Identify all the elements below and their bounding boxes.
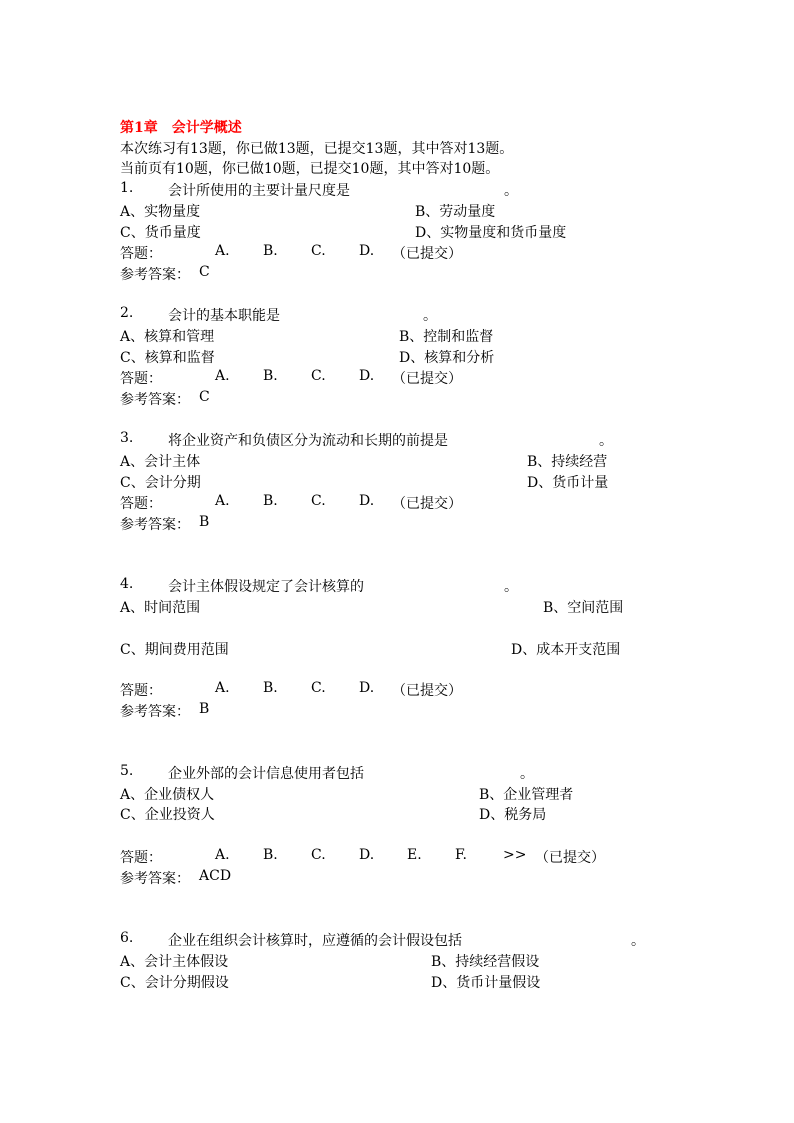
answer-label: 答题： bbox=[120, 371, 162, 387]
reference-label: 参考答案： bbox=[120, 392, 190, 408]
reference-label: 参考答案： bbox=[120, 517, 190, 533]
choice-d[interactable]: D. bbox=[359, 847, 375, 863]
question-stem: 会计的基本职能是 bbox=[168, 308, 280, 324]
submitted-status: （已提交） bbox=[392, 246, 462, 262]
reference-answer: B bbox=[199, 514, 210, 530]
option-d[interactable]: D、成本开支范围 bbox=[511, 642, 621, 658]
question-stem: 将企业资产和负债区分为流动和长期的前提是 bbox=[168, 433, 448, 449]
question-end: 。 bbox=[599, 433, 613, 449]
choice-c[interactable]: C. bbox=[311, 493, 326, 509]
submitted-status: （已提交） bbox=[392, 683, 462, 699]
option-b[interactable]: B、空间范围 bbox=[543, 600, 624, 616]
choice-a[interactable]: A. bbox=[215, 368, 230, 384]
reference-label: 参考答案： bbox=[120, 267, 190, 283]
option-c[interactable]: C、会计分期假设 bbox=[120, 975, 229, 991]
option-c[interactable]: C、企业投资人 bbox=[120, 807, 215, 823]
question-stem: 会计主体假设规定了会计核算的 bbox=[168, 579, 364, 595]
question-number: 6. bbox=[120, 930, 134, 946]
option-a[interactable]: A、会计主体 bbox=[120, 454, 201, 470]
question-stem: 企业外部的会计信息使用者包括 bbox=[168, 766, 364, 782]
option-d[interactable]: D、核算和分析 bbox=[399, 350, 495, 366]
choice-f[interactable]: F. bbox=[455, 847, 467, 863]
option-d[interactable]: D、货币计量 bbox=[527, 475, 609, 491]
question-end: 。 bbox=[504, 183, 518, 199]
answer-label: 答题： bbox=[120, 246, 162, 262]
option-c[interactable]: C、核算和监督 bbox=[120, 350, 215, 366]
chapter-title: 第1章 会计学概述 bbox=[120, 120, 242, 136]
question-end: 。 bbox=[423, 308, 437, 324]
question-end: 。 bbox=[631, 933, 645, 949]
option-b[interactable]: B、持续经营假设 bbox=[431, 954, 540, 970]
choice-b[interactable]: B. bbox=[263, 493, 278, 509]
reference-answer: C bbox=[199, 264, 210, 280]
question-number: 2. bbox=[120, 305, 134, 321]
choice-c[interactable]: C. bbox=[311, 243, 326, 259]
reference-answer: B bbox=[199, 701, 210, 717]
option-a[interactable]: A、核算和管理 bbox=[120, 329, 215, 345]
option-a[interactable]: A、会计主体假设 bbox=[120, 954, 229, 970]
reference-answer: ACD bbox=[199, 868, 232, 884]
question-number: 4. bbox=[120, 576, 134, 592]
answer-label: 答题： bbox=[120, 496, 162, 512]
choice-c[interactable]: C. bbox=[311, 368, 326, 384]
question-number: 3. bbox=[120, 430, 134, 446]
choice-d[interactable]: D. bbox=[359, 368, 375, 384]
option-d[interactable]: D、税务局 bbox=[479, 807, 547, 823]
option-a[interactable]: A、实物量度 bbox=[120, 204, 201, 220]
option-c[interactable]: C、期间费用范围 bbox=[120, 642, 229, 658]
answer-label: 答题： bbox=[120, 683, 162, 699]
choice-c[interactable]: C. bbox=[311, 680, 326, 696]
choice-a[interactable]: A. bbox=[215, 680, 230, 696]
choice-c[interactable]: C. bbox=[311, 847, 326, 863]
submitted-status: （已提交） bbox=[535, 850, 605, 866]
option-b[interactable]: B、企业管理者 bbox=[479, 787, 574, 803]
option-c[interactable]: C、会计分期 bbox=[120, 475, 201, 491]
submitted-status: （已提交） bbox=[392, 371, 462, 387]
choice-a[interactable]: A. bbox=[215, 847, 230, 863]
question-number: 5. bbox=[120, 763, 134, 779]
choice-a[interactable]: A. bbox=[215, 493, 230, 509]
answer-label: 答题： bbox=[120, 850, 162, 866]
question-stem: 会计所使用的主要计量尺度是 bbox=[168, 183, 350, 199]
option-d[interactable]: D、货币计量假设 bbox=[431, 975, 541, 991]
choice-b[interactable]: B. bbox=[263, 680, 278, 696]
reference-answer: C bbox=[199, 389, 210, 405]
summary-page: 当前页有10题，你已做10题，已提交10题，其中答对10题。 bbox=[120, 161, 500, 177]
choice-d[interactable]: D. bbox=[359, 680, 375, 696]
option-b[interactable]: B、控制和监督 bbox=[399, 329, 494, 345]
reference-label: 参考答案： bbox=[120, 704, 190, 720]
question-end: 。 bbox=[520, 766, 534, 782]
option-a[interactable]: A、企业债权人 bbox=[120, 787, 215, 803]
option-b[interactable]: B、劳动量度 bbox=[415, 204, 496, 220]
more-link[interactable]: >> bbox=[503, 847, 527, 863]
choice-a[interactable]: A. bbox=[215, 243, 230, 259]
question-end: 。 bbox=[504, 579, 518, 595]
choice-d[interactable]: D. bbox=[359, 493, 375, 509]
choice-b[interactable]: B. bbox=[263, 368, 278, 384]
choice-b[interactable]: B. bbox=[263, 847, 278, 863]
summary-total: 本次练习有13题，你已做13题，已提交13题，其中答对13题。 bbox=[120, 141, 514, 157]
option-b[interactable]: B、持续经营 bbox=[527, 454, 608, 470]
option-a[interactable]: A、时间范围 bbox=[120, 600, 201, 616]
reference-label: 参考答案： bbox=[120, 871, 190, 887]
question-number: 1. bbox=[120, 180, 134, 196]
option-d[interactable]: D、实物量度和货币量度 bbox=[415, 225, 567, 241]
option-c[interactable]: C、货币量度 bbox=[120, 225, 201, 241]
choice-b[interactable]: B. bbox=[263, 243, 278, 259]
submitted-status: （已提交） bbox=[392, 496, 462, 512]
choice-d[interactable]: D. bbox=[359, 243, 375, 259]
question-stem: 企业在组织会计核算时，应遵循的会计假设包括 bbox=[168, 933, 462, 949]
choice-e[interactable]: E. bbox=[407, 847, 422, 863]
